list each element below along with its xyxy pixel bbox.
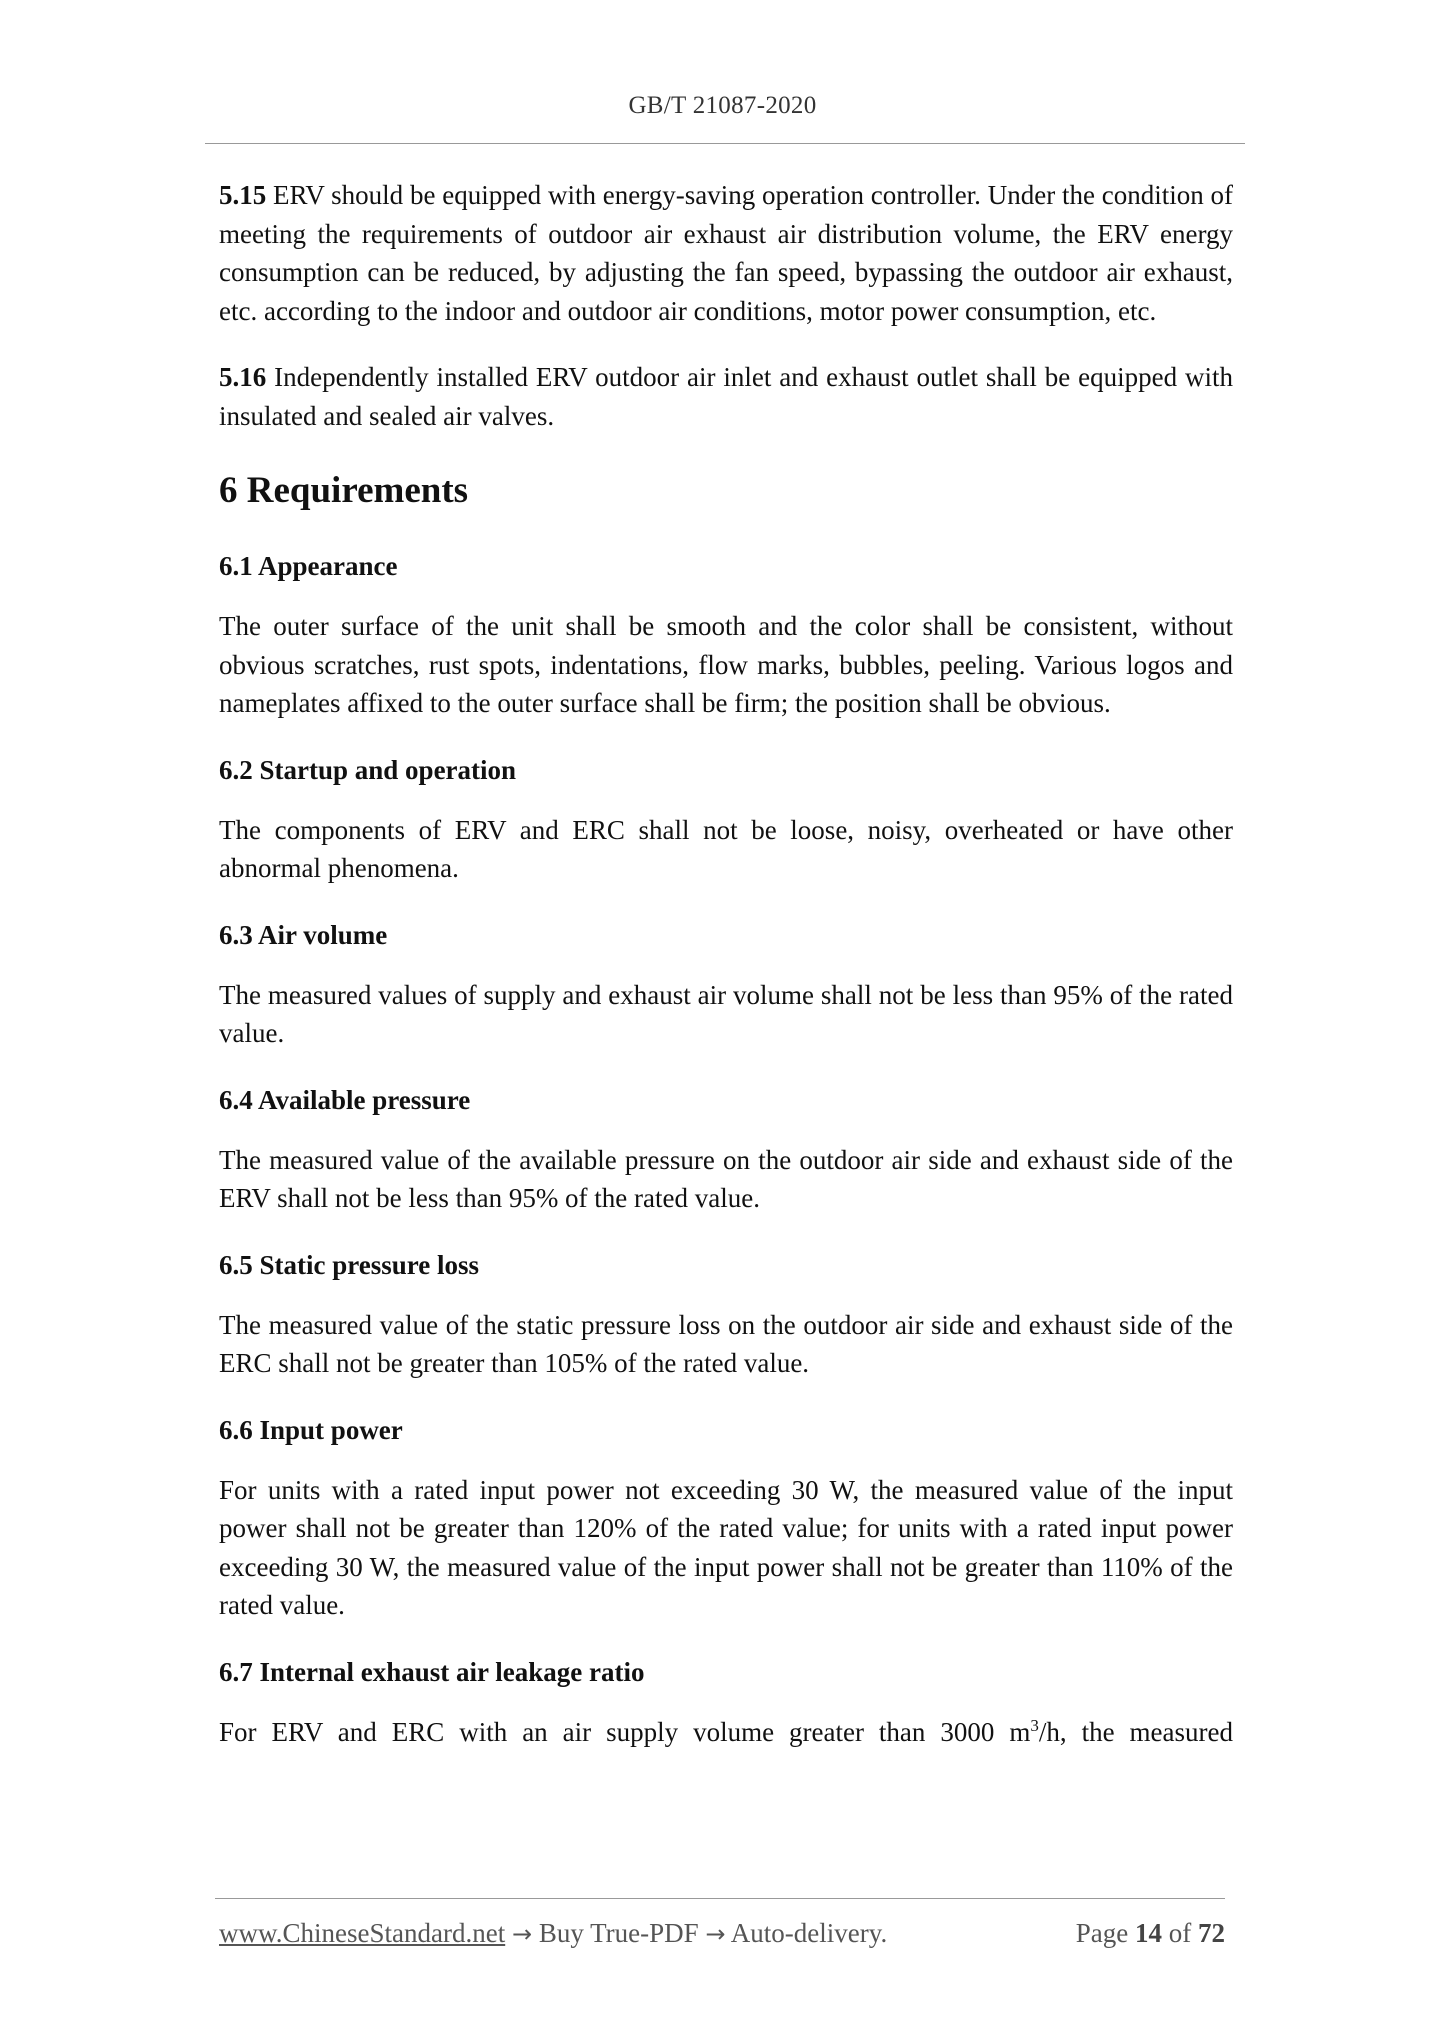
page-header (0, 92, 1445, 120)
section-text-6-3: The measured values of supply and exhaust air volume shall not be less than 95% of the rated value. (219, 979, 1233, 1048)
section-title-6-6: 6.6 Input power (219, 1414, 403, 1445)
section-text-6-7 (219, 1713, 1233, 1752)
section-text-6-1: The outer surface of the unit shall be smooth and the color shall be consistent, without obvious scratches, rust spots, indentations, flow marks, bubbles, peeling. Various logos and nameplates affixed to the outer surface shall be firm; the position shall be obvious. (219, 611, 1233, 718)
header-divider (205, 143, 1245, 144)
clause-5-15 (219, 176, 1233, 330)
website-link[interactable]: www.ChineseStandard.net (219, 1918, 506, 1948)
clause-text: Independently installed ERV outdoor air inlet and exhaust outlet shall be equipped with insulated and sealed air valves. (219, 362, 1233, 431)
total-pages: 72 (1198, 1918, 1225, 1948)
section-title-6-3: 6.3 Air volume (219, 919, 388, 950)
page-of-label: of (1162, 1918, 1198, 1948)
section-text-6-5: The measured value of the static pressure loss on the outdoor air side and exhaust side of the ERC shall not be greater than 105% of the rated value. (219, 1309, 1233, 1378)
clause-number: 5.15 (219, 180, 267, 210)
page-footer (219, 1918, 1225, 1958)
section-title-6-2: 6.2 Startup and operation (219, 754, 517, 785)
chapter-title: 6 Requirements (219, 470, 469, 511)
section-text-6-7-part-b: /h, the measured (1038, 1716, 1233, 1747)
standard-number: GB/T 21087-2020 (628, 92, 817, 119)
page-label: Page (1075, 1918, 1135, 1948)
footer-promo (219, 1918, 887, 1949)
buy-pdf-text: Buy True-PDF (532, 1918, 706, 1948)
section-text-6-2: The components of ERV and ERC shall not be loose, noisy, overheated or have other abnormal phenomena. (219, 814, 1233, 883)
section-text-6-4: The measured value of the available pressure on the outdoor air side and exhaust side of the ERV shall not be less than 95% of the rated value. (219, 1144, 1233, 1213)
section-title-6-5: 6.5 Static pressure loss (219, 1249, 480, 1280)
section-title-6-7: 6.7 Internal exhaust air leakage ratio (219, 1656, 645, 1687)
current-page: 14 (1135, 1918, 1162, 1948)
page-body (219, 176, 1233, 1779)
section-title-6-4: 6.4 Available pressure (219, 1084, 471, 1115)
right-arrow-icon: → (705, 1920, 726, 1948)
auto-delivery-text: Auto-delivery. (725, 1918, 888, 1948)
section-title-6-1: 6.1 Appearance (219, 551, 398, 581)
section-text-6-7-part-a: For ERV and ERC with an air supply volume greater than 3000 m (219, 1716, 1031, 1747)
footer-divider (215, 1898, 1225, 1899)
clause-number: 5.16 (219, 362, 267, 392)
page-number (1076, 1918, 1225, 1949)
clause-5-16 (219, 358, 1233, 435)
section-text-6-6: For units with a rated input power not exceeding 30 W, the measured value of the input power shall not be greater than 120% of the rated value; for units with a rated input power exceeding 30 W, the measured value of the input power shall not be greater than 110% of the rated value. (219, 1474, 1233, 1620)
clause-text: ERV should be equipped with energy-saving operation controller. Under the condition of meeting the requirements of outdoor air exhaust air distribution volume, the ERV energy consumption can be reduced, by adjusting the fan speed, bypassing the outdoor air exhaust, etc. according to the indoor and outdoor air conditions, motor power consumption, etc. (219, 180, 1233, 326)
superscript-exponent: 3 (1030, 1715, 1039, 1735)
right-arrow-icon: → (511, 1920, 533, 1948)
